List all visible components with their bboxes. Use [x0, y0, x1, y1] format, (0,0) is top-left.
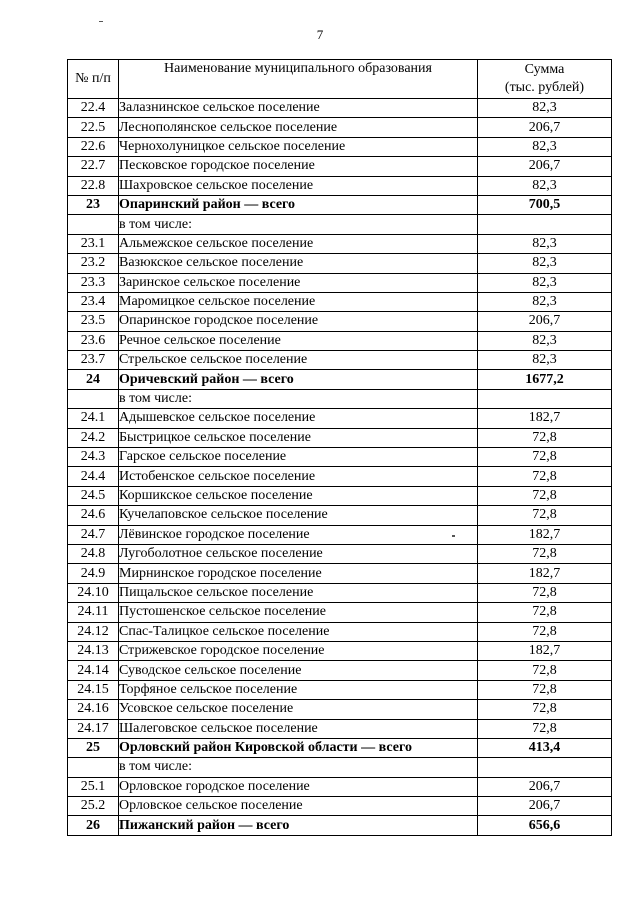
table-row [68, 273, 612, 292]
row-number: 24.17 [68, 719, 119, 738]
row-name: Лугоболотное сельское поселение [119, 544, 478, 563]
row-sum [478, 215, 612, 234]
row-sum: 206,7 [478, 797, 612, 816]
row-number: 25.2 [68, 797, 119, 816]
row-number: 24.11 [68, 603, 119, 622]
row-name: Пищальское сельское поселение [119, 583, 478, 602]
row-name: Стрельское сельское поселение [119, 351, 478, 370]
row-number: 22.5 [68, 118, 119, 137]
row-sum: 182,7 [478, 564, 612, 583]
table-row [68, 525, 612, 544]
row-number: 23 [68, 195, 119, 214]
table-row [68, 622, 612, 641]
row-name: Чернохолуницкое сельское поселение [119, 137, 478, 156]
row-number: 24.13 [68, 641, 119, 660]
row-number: 22.4 [68, 99, 119, 118]
header-sum-line1: Сумма [524, 62, 565, 77]
row-number: 26 [68, 816, 119, 835]
row-name: Коршикское сельское поселение [119, 486, 478, 505]
row-sum: 72,8 [478, 583, 612, 602]
row-number: 23.6 [68, 331, 119, 350]
row-sum: 82,3 [478, 331, 612, 350]
row-sum: 206,7 [478, 118, 612, 137]
row-sum: 82,3 [478, 99, 612, 118]
table-row [68, 603, 612, 622]
row-number: 25.1 [68, 777, 119, 796]
row-sum: 700,5 [478, 195, 612, 214]
table-row [68, 137, 612, 156]
row-number [68, 389, 119, 408]
header-sum [478, 60, 612, 99]
row-sum: 82,3 [478, 234, 612, 253]
table-row [68, 215, 612, 234]
table-row [68, 700, 612, 719]
table-row [68, 99, 612, 118]
table-row [68, 486, 612, 505]
row-sum: 72,8 [478, 486, 612, 505]
row-name: Вазюкское сельское поселение [119, 254, 478, 273]
header-name: Наименование муниципального образования [119, 60, 478, 99]
table-row [68, 409, 612, 428]
row-sum: 206,7 [478, 312, 612, 331]
row-name: Альмежское сельское поселение [119, 234, 478, 253]
scan-speck [99, 21, 103, 22]
table-row [68, 506, 612, 525]
row-sum: 82,3 [478, 176, 612, 195]
row-number [68, 215, 119, 234]
row-sum: 1677,2 [478, 370, 612, 389]
row-name: Лёвинское городское поселение [119, 525, 478, 544]
row-name: Пустошенское сельское поселение [119, 603, 478, 622]
row-sum: 72,8 [478, 719, 612, 738]
row-name: Орловский район Кировской области — всего [119, 738, 478, 757]
row-sum: 72,8 [478, 603, 612, 622]
row-sum: 72,8 [478, 428, 612, 447]
row-number: 24.15 [68, 680, 119, 699]
row-sum [478, 758, 612, 777]
row-number: 24.3 [68, 448, 119, 467]
row-number: 24.6 [68, 506, 119, 525]
row-name: в том числе: [119, 758, 478, 777]
row-name: Речное сельское поселение [119, 331, 478, 350]
row-name: Адышевское сельское поселение [119, 409, 478, 428]
row-name: Песковское городское поселение [119, 157, 478, 176]
row-name: Залазнинское сельское поселение [119, 99, 478, 118]
row-sum [478, 389, 612, 408]
row-number: 23.4 [68, 292, 119, 311]
row-name: Маромицкое сельское поселение [119, 292, 478, 311]
row-name: Суводское сельское поселение [119, 661, 478, 680]
table-row [68, 292, 612, 311]
row-number: 22.8 [68, 176, 119, 195]
row-sum: 206,7 [478, 777, 612, 796]
row-sum: 82,3 [478, 254, 612, 273]
row-name: в том числе: [119, 389, 478, 408]
row-number: 23.2 [68, 254, 119, 273]
row-number: 24.9 [68, 564, 119, 583]
row-number: 23.3 [68, 273, 119, 292]
table-row [68, 448, 612, 467]
row-number: 24.10 [68, 583, 119, 602]
row-number: 23.7 [68, 351, 119, 370]
header-sum-line2: (тыс. рублей) [504, 80, 585, 95]
row-sum: 72,8 [478, 506, 612, 525]
row-sum: 72,8 [478, 448, 612, 467]
row-sum: 413,4 [478, 738, 612, 757]
table-row [68, 331, 612, 350]
row-number: 24.16 [68, 700, 119, 719]
table-row [68, 564, 612, 583]
row-number: 24.8 [68, 544, 119, 563]
table-row [68, 118, 612, 137]
row-name: Торфяное сельское поселение [119, 680, 478, 699]
row-sum: 182,7 [478, 641, 612, 660]
row-name: Гарское сельское поселение [119, 448, 478, 467]
row-number: 24.12 [68, 622, 119, 641]
row-name: Пижанский район — всего [119, 816, 478, 835]
header-number: № п/п [68, 60, 119, 99]
row-name: Опаринское городское поселение [119, 312, 478, 331]
table-row [68, 234, 612, 253]
table-header-row [68, 60, 612, 99]
row-name: Шахровское сельское поселение [119, 176, 478, 195]
row-number: 24.14 [68, 661, 119, 680]
row-sum: 82,3 [478, 137, 612, 156]
row-name: Истобенское сельское поселение [119, 467, 478, 486]
row-name: Шалеговское сельское поселение [119, 719, 478, 738]
row-name: Заринское сельское поселение [119, 273, 478, 292]
table-row [68, 583, 612, 602]
row-number: 22.7 [68, 157, 119, 176]
row-name: Быстрицкое сельское поселение [119, 428, 478, 447]
row-name: Опаринский район — всего [119, 195, 478, 214]
row-sum: 82,3 [478, 292, 612, 311]
table-row [68, 312, 612, 331]
table-row [68, 157, 612, 176]
table-row [68, 661, 612, 680]
row-name: Стрижевское городское поселение [119, 641, 478, 660]
row-sum: 656,6 [478, 816, 612, 835]
row-number: 24.2 [68, 428, 119, 447]
row-sum: 82,3 [478, 351, 612, 370]
table-row [68, 467, 612, 486]
row-name: Орловское городское поселение [119, 777, 478, 796]
table-row [68, 758, 612, 777]
row-name: Спас-Талицкое сельское поселение [119, 622, 478, 641]
row-number: 24 [68, 370, 119, 389]
row-number: 23.1 [68, 234, 119, 253]
table-row [68, 195, 612, 214]
row-sum: 82,3 [478, 273, 612, 292]
row-sum: 182,7 [478, 525, 612, 544]
row-number: 24.1 [68, 409, 119, 428]
row-name: Леснополянское сельское поселение [119, 118, 478, 137]
row-number: 24.5 [68, 486, 119, 505]
row-number: 23.5 [68, 312, 119, 331]
row-sum: 72,8 [478, 700, 612, 719]
table-row [68, 738, 612, 757]
table-row [68, 254, 612, 273]
table-row [68, 370, 612, 389]
row-sum: 72,8 [478, 467, 612, 486]
row-name: Усовское сельское поселение [119, 700, 478, 719]
table-row [68, 351, 612, 370]
table-row [68, 719, 612, 738]
row-sum: 72,8 [478, 544, 612, 563]
row-number [68, 758, 119, 777]
table-row [68, 641, 612, 660]
row-sum: 72,8 [478, 622, 612, 641]
row-sum: 182,7 [478, 409, 612, 428]
row-number: 24.4 [68, 467, 119, 486]
row-name: Орловское сельское поселение [119, 797, 478, 816]
row-name: Мирнинское городское поселение [119, 564, 478, 583]
table-row [68, 544, 612, 563]
table-row [68, 816, 612, 835]
row-name: в том числе: [119, 215, 478, 234]
row-sum: 72,8 [478, 680, 612, 699]
table-row [68, 176, 612, 195]
row-number: 25 [68, 738, 119, 757]
table-row [68, 797, 612, 816]
row-name: Кучелаповское сельское поселение [119, 506, 478, 525]
table-row [68, 428, 612, 447]
row-number: 24.7 [68, 525, 119, 544]
row-sum: 206,7 [478, 157, 612, 176]
table-row [68, 777, 612, 796]
row-number: 22.6 [68, 137, 119, 156]
page-number: 7 [316, 27, 324, 42]
row-sum: 72,8 [478, 661, 612, 680]
table-row [68, 680, 612, 699]
table-row [68, 389, 612, 408]
row-name: Оричевский район — всего [119, 370, 478, 389]
budget-table [67, 59, 612, 836]
